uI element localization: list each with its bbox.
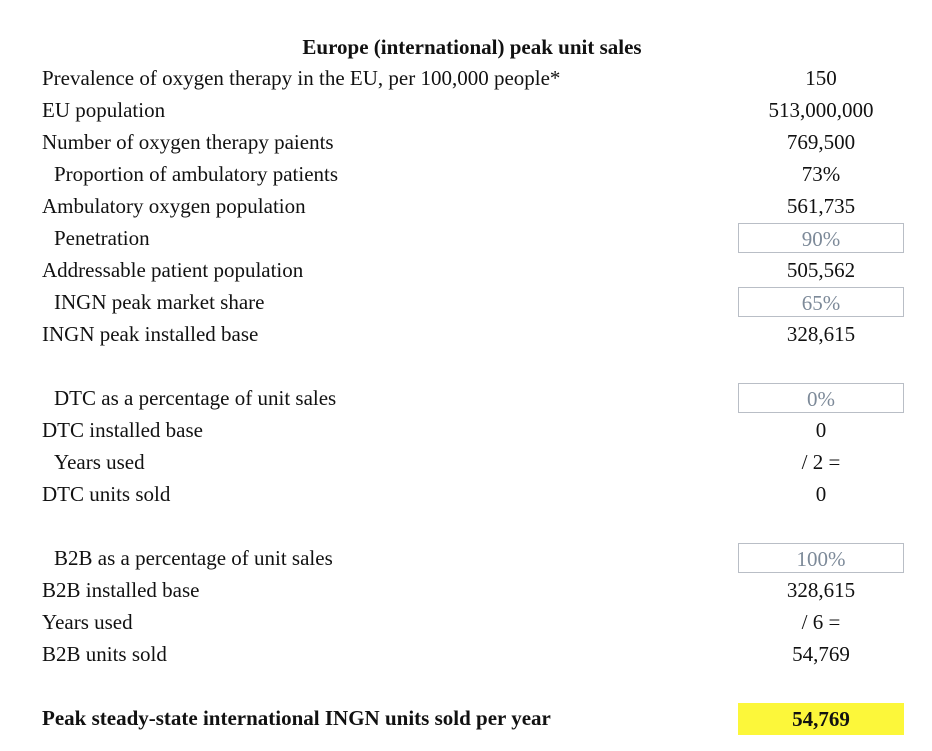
row-label: EU population — [42, 98, 166, 122]
row-dtc-years-used — [0, 446, 932, 478]
table-title: Europe (international) peak unit sales — [302, 35, 642, 59]
row-value: / 2 = — [801, 450, 841, 474]
row-label: B2B as a percentage of unit sales — [54, 546, 333, 570]
row-label: Proportion of ambulatory patients — [54, 162, 339, 186]
row-value: 328,615 — [786, 578, 856, 602]
row-value: 54,769 — [792, 642, 850, 666]
row-addressable-population — [0, 254, 932, 286]
row-value: 505,562 — [786, 258, 856, 282]
row-value: 73% — [801, 162, 841, 186]
row-value: 150 — [805, 66, 837, 90]
row-dtc-installed-base — [0, 414, 932, 446]
row-label: Number of oxygen therapy paients — [42, 130, 334, 154]
row-b2b-years-used — [0, 606, 932, 638]
row-label: B2B installed base — [42, 578, 200, 602]
row-label: Years used — [42, 610, 133, 634]
row-label: Addressable patient population — [42, 258, 304, 282]
row-ambulatory-population — [0, 190, 932, 222]
row-ambulatory-proportion — [0, 158, 932, 190]
row-peak-units-sold — [0, 702, 932, 734]
b2b-percentage-input-cell[interactable]: 100% — [738, 543, 904, 573]
penetration-input-cell[interactable]: 90% — [738, 223, 904, 253]
row-dtc-percentage — [0, 382, 932, 414]
row-label: DTC units sold — [42, 482, 171, 506]
row-label: Ambulatory oxygen population — [42, 194, 306, 218]
row-label: B2B units sold — [42, 642, 167, 666]
row-value: 561,735 — [786, 194, 856, 218]
row-label: INGN peak installed base — [42, 322, 259, 346]
row-label: DTC as a percentage of unit sales — [54, 386, 337, 410]
row-label: Prevalence of oxygen therapy in the EU, per 100,000 people* — [42, 66, 561, 90]
row-label: INGN peak market share — [54, 290, 265, 314]
row-value: 328,615 — [786, 322, 856, 346]
row-label: Penetration — [54, 226, 150, 250]
row-b2b-percentage — [0, 542, 932, 574]
row-market-share — [0, 286, 932, 318]
row-b2b-units-sold — [0, 638, 932, 670]
row-eu-population — [0, 94, 932, 126]
row-prevalence — [0, 62, 932, 94]
dtc-percentage-input-cell[interactable]: 0% — [738, 383, 904, 413]
row-dtc-units-sold — [0, 478, 932, 510]
row-value: 513,000,000 — [768, 98, 874, 122]
row-installed-base — [0, 318, 932, 350]
row-label: Peak steady-state international INGN units sold per year — [42, 706, 551, 730]
row-value: / 6 = — [801, 610, 841, 634]
row-b2b-installed-base — [0, 574, 932, 606]
market-share-input-cell[interactable]: 65% — [738, 287, 904, 317]
row-penetration — [0, 222, 932, 254]
row-value: 0 — [815, 418, 827, 442]
peak-units-highlight-cell: 54,769 — [738, 703, 904, 735]
row-oxygen-therapy-patients — [0, 126, 932, 158]
row-label: DTC installed base — [42, 418, 203, 442]
row-value: 0 — [815, 482, 827, 506]
row-label: Years used — [54, 450, 145, 474]
row-value: 769,500 — [786, 130, 856, 154]
